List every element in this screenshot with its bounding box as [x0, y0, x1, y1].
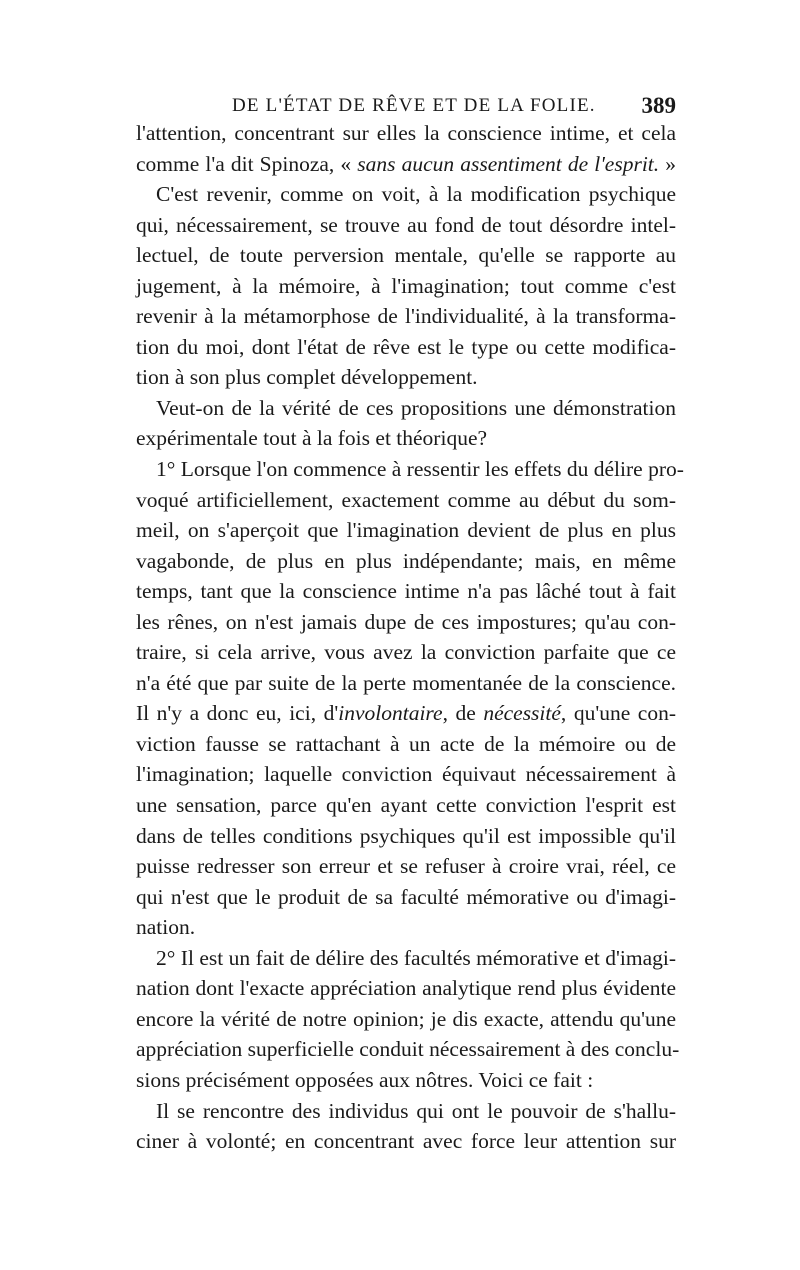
- text-segment: jugement, à la mémoire, à l'imagination; tout comme c'est: [136, 273, 676, 298]
- text-segment: encore la vérité de notre opinion; je dis exacte, attendu qu'une: [136, 1006, 676, 1031]
- text-segment: nation dont l'exacte appréciation analytique rend plus évidente: [136, 976, 676, 1001]
- text-segment: 2° Il est un fait de délire des facultés mémorative et d'imagi-: [156, 945, 676, 970]
- text-segment: ciner à volonté; en concentrant avec force leur attention sur: [136, 1129, 676, 1154]
- text-segment: voqué artificiellement, exactement comme au début du som-: [136, 487, 676, 512]
- text-line: [136, 210, 676, 241]
- text-line: [136, 668, 676, 699]
- text-segment: , de: [442, 701, 484, 726]
- text-segment: revenir à la métamorphose de l'individualité, à la transforma-: [136, 304, 676, 329]
- text-segment: temps, tant que la conscience intime n'a pas lâché tout à fait: [136, 579, 676, 604]
- text-segment: expérimentale tout à la fois et théorique?: [136, 426, 488, 451]
- text-line: [136, 1096, 676, 1127]
- text-segment: qui n'est que le produit de sa faculté mémorative ou d'imagi-: [136, 884, 676, 909]
- text-line: [136, 973, 676, 1004]
- body-text: [136, 118, 684, 1157]
- text-line: [136, 485, 676, 516]
- text-line: [136, 882, 676, 913]
- running-head: [136, 92, 676, 120]
- text-line: [136, 515, 676, 546]
- text-segment: d': [323, 701, 339, 726]
- text-segment: Il se rencontre des individus qui ont le pouvoir de s'hallu-: [156, 1098, 676, 1123]
- text-segment: vagabonde, de plus en plus indépendante; mais, en même: [136, 548, 676, 573]
- text-segment: traire, si cela arrive, vous avez la conviction parfaite que ce: [136, 640, 676, 665]
- text-line: [136, 1004, 676, 1035]
- page-number: 389: [641, 93, 676, 118]
- running-title: DE L'ÉTAT DE RÊVE ET DE LA FOLIE.: [232, 95, 596, 116]
- text-line: [136, 698, 676, 729]
- text-line: [136, 1126, 676, 1157]
- text-line: [136, 149, 676, 180]
- italic-text: nécessité: [483, 701, 561, 726]
- text-segment: meil, on s'aperçoit que l'imagination devient de plus en plus: [136, 518, 676, 543]
- text-segment: tion à son plus complet développement.: [136, 365, 478, 390]
- text-line: [136, 332, 676, 363]
- text-segment: une sensation, parce qu'en ayant cette conviction l'esprit est: [136, 793, 676, 818]
- text-segment: nation.: [136, 915, 196, 940]
- text-segment: Veut-on de la vérité de ces propositions une démonstration: [156, 395, 676, 420]
- text-segment: puisse redresser son erreur et se refuser à croire vrai, réel, ce: [136, 854, 676, 879]
- text-line: [136, 393, 676, 424]
- text-segment: , qu'une con-: [560, 701, 676, 726]
- text-segment: l'attention, concentrant sur elles la conscience intime, et cela: [136, 121, 676, 145]
- text-segment: dans de telles conditions psychiques qu'il est impossible qu'il: [136, 823, 676, 848]
- text-line: [136, 1065, 676, 1096]
- text-segment: Il n'y a donc eu, ici,: [136, 701, 324, 726]
- text-line: [136, 637, 676, 668]
- text-line: [136, 943, 676, 974]
- text-segment: appréciation superficielle conduit nécessairement à des conclu-: [136, 1037, 680, 1062]
- text-segment: »: [659, 151, 677, 176]
- text-line: [136, 454, 684, 485]
- text-line: [136, 759, 676, 790]
- text-segment: tion du moi, dont l'état de rêve est le type ou cette modifica-: [136, 334, 676, 359]
- text-line: [136, 912, 676, 943]
- text-segment: lectuel, de toute perversion mentale, qu'elle se rapporte au: [136, 243, 676, 268]
- text-line: [136, 179, 676, 210]
- text-line: [136, 729, 676, 760]
- italic-text: sans aucun assentiment de l'esprit.: [357, 151, 660, 176]
- text-segment: 1° Lorsque l'on commence à ressentir les effets du délire pro-: [156, 457, 684, 482]
- text-line: [136, 362, 676, 393]
- text-segment: C'est revenir, comme on voit, à la modification psychique: [156, 182, 676, 207]
- text-line: [136, 240, 676, 271]
- text-line: [136, 607, 676, 638]
- text-line: [136, 851, 676, 882]
- text-line: [136, 423, 676, 454]
- text-line: [136, 576, 676, 607]
- text-segment: qui, nécessairement, se trouve au fond de tout désordre intel-: [136, 212, 676, 237]
- italic-text: involontaire: [338, 701, 443, 726]
- text-line: [136, 790, 676, 821]
- text-segment: n'a été que par suite de la perte momentanée de la conscience.: [136, 670, 676, 695]
- text-line: [136, 821, 676, 852]
- text-line: [136, 546, 676, 577]
- text-line: [136, 118, 676, 149]
- text-segment: sions précisément opposées aux nôtres. Voici ce fait :: [136, 1067, 594, 1092]
- text-segment: l'imagination; laquelle conviction équivaut nécessairement à: [136, 762, 676, 787]
- text-segment: les rênes, on n'est jamais dupe de ces impostures; qu'au con-: [136, 609, 676, 634]
- text-line: [136, 271, 676, 302]
- text-segment: viction fausse se rattachant à un acte de la mémoire ou de: [136, 731, 676, 756]
- text-segment: comme l'a dit Spinoza, «: [136, 151, 358, 176]
- text-line: [136, 1034, 680, 1065]
- text-line: [136, 301, 676, 332]
